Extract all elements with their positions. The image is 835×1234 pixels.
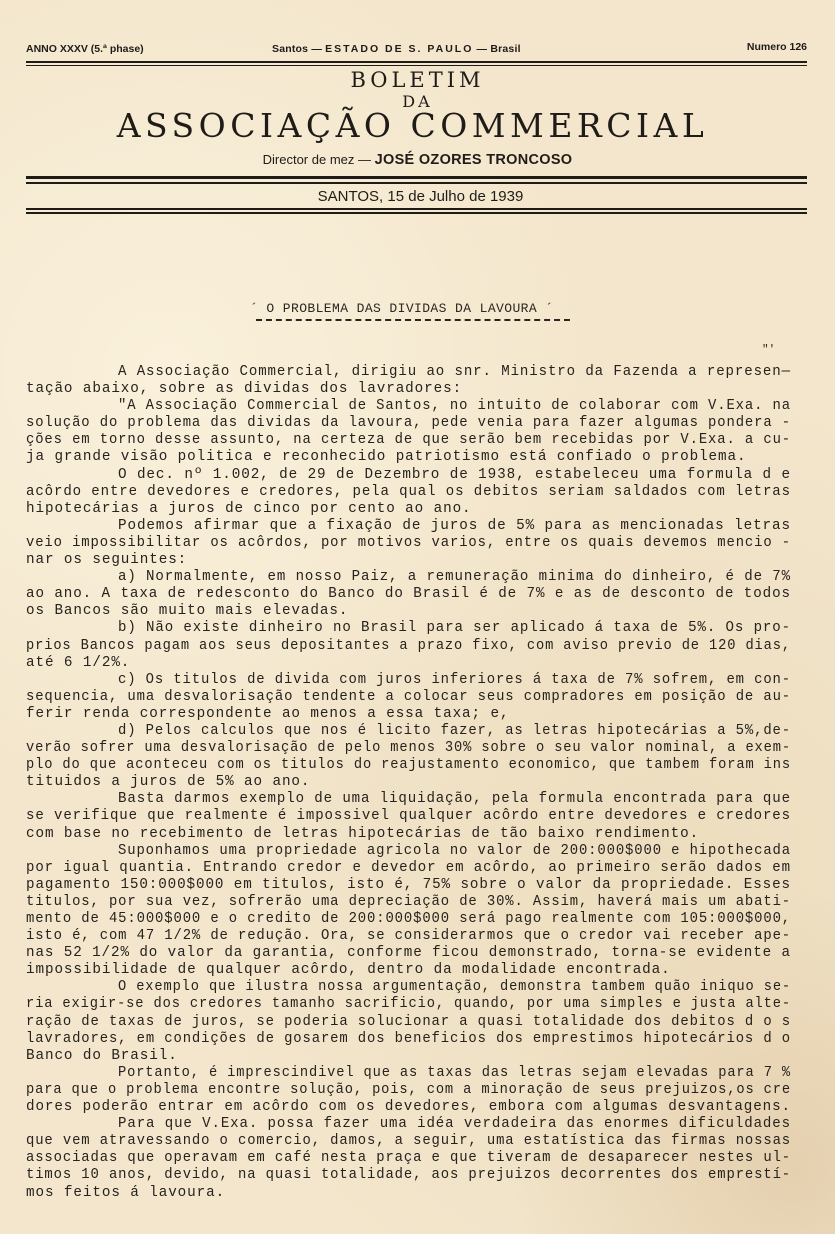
location-suffix: — Brasil <box>476 43 521 55</box>
body-line: ração de taxas de juros, se poderia solucionar a quasi totalidade dos debitos d o s <box>26 1013 792 1030</box>
body-line: Basta darmos exemplo de uma liquidação, pela formula encontrada para que <box>118 791 791 808</box>
body-line: ferir renda correspondente ao menos a essa taxa; e, <box>26 705 510 722</box>
body-line: Para que V.Exa. possa fazer uma idéa verdadeira das enormes dificuldades <box>118 1116 791 1133</box>
body-line: d) Pelos calculos que nos é licito fazer, as letras hipotecárias a 5%,de- <box>118 722 791 739</box>
body-line: ria exigir-se dos credores tamanho sacrificio, quando, por uma simples e justa alte- <box>26 996 791 1013</box>
masthead-title-da: DA <box>402 92 433 111</box>
body-line: c) Os titulos de divida com juros inferiores á taxa de 7% sofrem, em con- <box>118 671 791 688</box>
body-line: veio impossibilitar os acôrdos, por motivos varios, entre os quais devemos mencio - <box>26 534 792 551</box>
body-line: plo do que aconteceu com os titulos do reajustamento economico, que tambem foram ins <box>26 757 791 774</box>
location-state: ESTADO DE S. PAULO <box>325 43 474 55</box>
top-rule-1 <box>26 61 807 63</box>
body-line: Podemos afirmar que a fixação de juros de 5% para as mencionadas letras <box>118 517 791 534</box>
body-line: para que o problema encontre solução, pois, com a minoração de seus prejuizos,os cre <box>26 1081 791 1098</box>
body-line: impossibilidade de qualquer acôrdo, dentro da modalidade encontrada. <box>26 962 671 979</box>
masthead-title-associacao: ASSOCIAÇÃO COMMERCIAL <box>116 106 709 145</box>
masthead-topline <box>26 41 807 55</box>
body-line: hipotecárias a juros de cinco por cento ao ano. <box>26 500 472 517</box>
body-line: solução do problema das dividas da lavoura, pede venia para fazer algumas pondera - <box>26 415 792 432</box>
mid-rule-thin <box>26 182 807 184</box>
body-line: Suponhamos uma propriedade agricola no valor de 200:000$000 e hipothecada <box>118 842 791 859</box>
body-line: mento de 45:000$000 e o credito de 200:000$000 será pago realmente com 105:000$000, <box>26 911 792 927</box>
body-line: por igual quantia. Entrando credor e devedor em acôrdo, ao primeiro serão dados em <box>26 859 791 876</box>
corner-mark: "' <box>762 344 776 356</box>
volume-label: ANNO XXXV (5.ª phase) <box>26 43 144 55</box>
body-line: acôrdo entre devedores e credores, pela qual os debitos seriam saldados com letras <box>26 483 791 500</box>
bottom-rule-1 <box>26 208 807 210</box>
location-label <box>272 43 521 55</box>
body-line: nas 52 1/2% do valor da garantia, conforme ficou demonstrado, torna-se evidente a <box>26 945 792 962</box>
top-rule-2 <box>26 65 807 67</box>
body-line: ções em torno desse assunto, na certeza de que serão bem recebidas por V.Exa. a cu- <box>26 432 792 449</box>
director-label: Director de mez — <box>262 152 371 167</box>
body-line: até 6 1/2%. <box>26 654 131 671</box>
body-line: A Associação Commercial, dirigiu ao snr. Ministro da Fazenda a represen— <box>118 364 791 380</box>
body-line: associadas que operavam em café nesta praça e que tiveram de desaparecer nestes ul- <box>26 1150 792 1167</box>
body-line: timos 10 anos, devido, na quasi totalidade, aos prejuizos decorrentes dos emprestí- <box>26 1167 792 1184</box>
body-line: tituidos a juros de 5% ao ano. <box>26 774 311 791</box>
body-line: titulos, por sua vez, sofrerão uma depreciação de 30%. Assim, haverá mais um abati- <box>26 893 792 910</box>
body-line: "A Associação Commercial de Santos, no intuito de colaborar com V.Exa. na <box>118 398 791 415</box>
body-line: b) Não existe dinheiro no Brasil para ser aplicado á taxa de 5%. Os pro- <box>118 620 791 637</box>
director-name: JOSÉ OZORES TRONCOSO <box>374 152 573 168</box>
body-line: Portanto, é imprescindivel que as taxas das letras sejam elevadas para 7 % <box>118 1064 792 1081</box>
issue-number: Numero 126 <box>746 41 807 53</box>
mid-rule-thick <box>26 176 807 179</box>
body-line: sequencia, uma desvalorisação tendente a colocar seus compradores em posição de au- <box>26 688 792 705</box>
body-line: prios Bancos pagam aos seus depositantes a prazo fixo, com aviso previo de 120 dias, <box>26 637 791 654</box>
body-line: com base no recebimento de letras hipotecárias de tão baixo rendimento. <box>26 825 700 842</box>
body-line: pagamento 150:000$000 em titulos, isto é, 75% sobre o valor da propriedade. Esses <box>26 876 792 893</box>
body-line: ao ano. A taxa de redesconto do Banco do Brasil é de 7% e as de desconto de todos <box>26 586 792 603</box>
location-prefix: Santos — <box>272 43 323 55</box>
body-line: Banco do Brasil. <box>26 1047 178 1064</box>
body-line: ja grande visão politica e reconhecido patriotismo está confiado o problema. <box>26 449 747 466</box>
body-line: se verifique que realmente é impossivel qualquer acôrdo entre devedores e credores <box>26 808 791 825</box>
masthead-title-boletim: BOLETIM <box>350 68 485 92</box>
article-body <box>26 364 791 1202</box>
body-line: tação abaixo, sobre as dividas dos lavradores: <box>26 381 463 398</box>
bottom-rule-2 <box>26 212 807 214</box>
director-line <box>0 152 835 168</box>
dateline: SANTOS, 15 de Julho de 1939 <box>317 188 524 205</box>
body-line: O dec. nº 1.002, de 29 de Dezembro de 1938, estabeleceu uma formula d e <box>118 466 791 483</box>
body-line: verão sofrer uma desvalorisação de pelo menos 30% sobre o seu valor nominal, a exem- <box>26 740 791 757</box>
body-line: que vem atravessando o comercio, damos, a seguir, uma estatística das firmas nossas <box>26 1133 792 1150</box>
article-title: ´ O PROBLEMA DAS DIVIDAS DA LAVOURA ´ <box>250 301 554 316</box>
article-title-underline <box>256 319 570 321</box>
body-line: os Bancos são muito mais elevadas. <box>26 603 349 620</box>
body-line: dores poderão entrar em acôrdo com os devedores, embora com algumas desvantagens. <box>26 1099 792 1116</box>
body-line: lavradores, em condições de gosarem dos beneficios dos emprestimos hipotecários d o <box>26 1030 792 1047</box>
body-line: a) Normalmente, em nosso Paiz, a remuneração minima do dinheiro, é de 7% <box>118 569 791 586</box>
body-line: mos feitos á lavoura. <box>26 1184 226 1201</box>
body-line: nar os seguintes: <box>26 552 188 569</box>
body-line: isto é, com 47 1/2% de redução. Ora, se considerarmos que o credor vai receber ape- <box>26 928 792 945</box>
body-line: O exemplo que ilustra nossa argumentação, demonstra tambem quão iniquo se- <box>118 979 792 996</box>
